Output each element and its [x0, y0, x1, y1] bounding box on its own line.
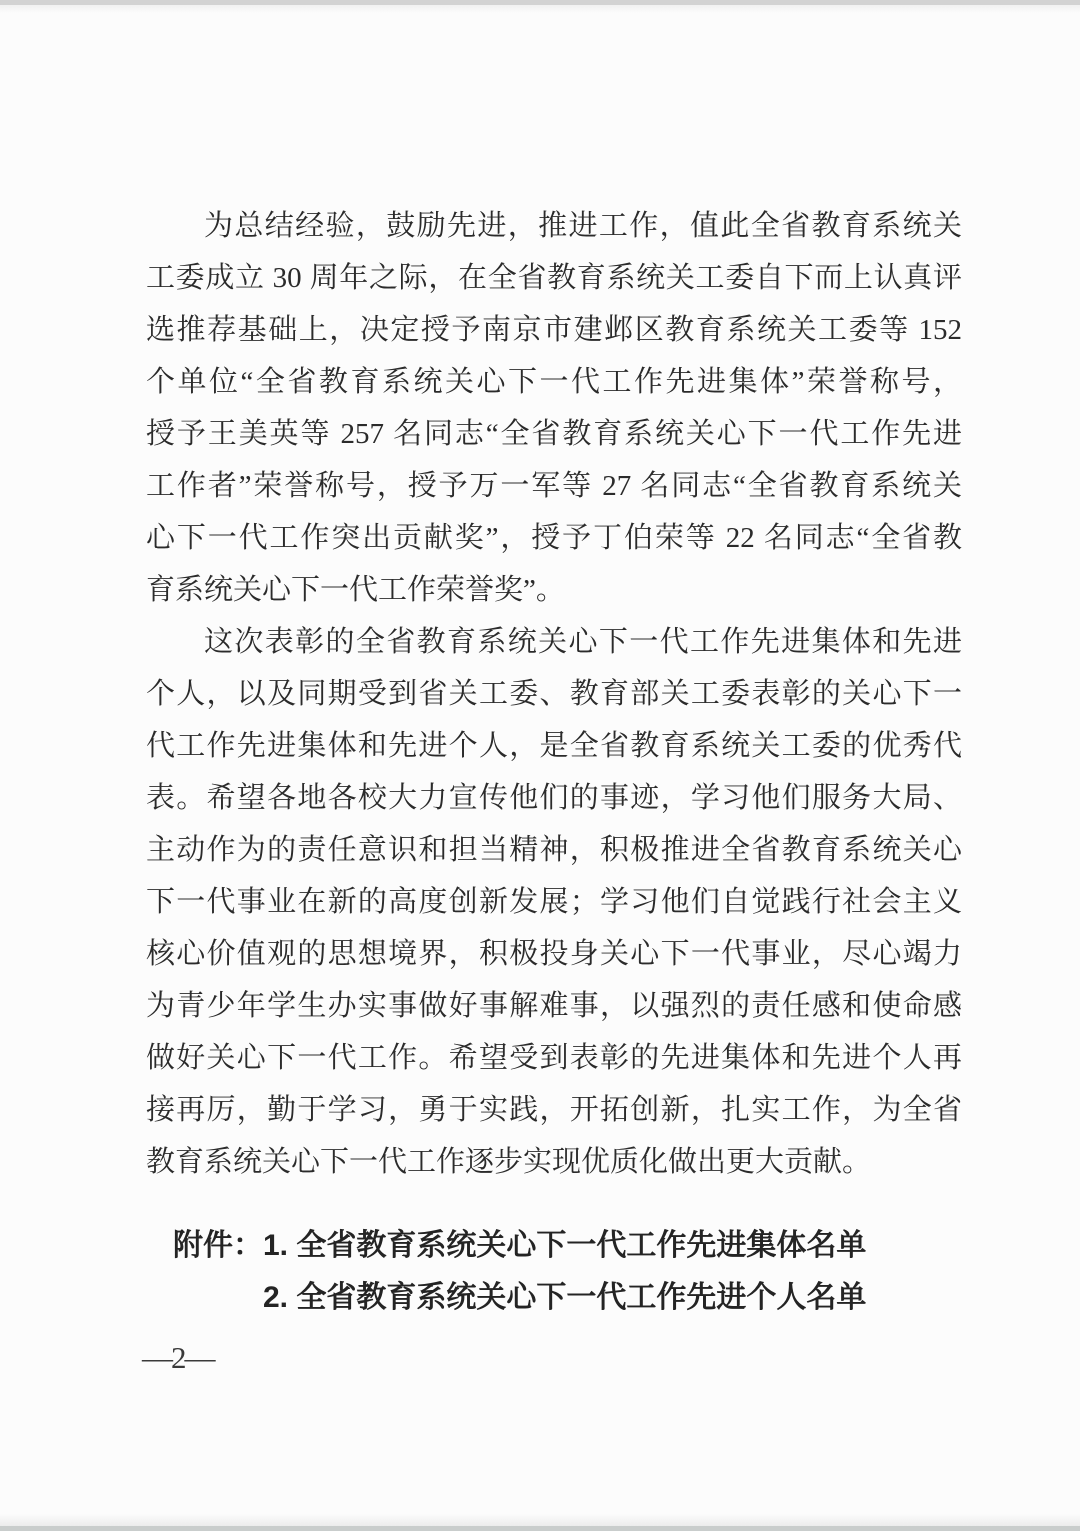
text-line: 工委成立 30 周年之际，在全省教育系统关工委自下而上认真评 — [146, 262, 962, 294]
paragraph — [146, 200, 962, 616]
text-line: 为总结经验，鼓励先进，推进工作，值此全省教育系统关 — [204, 210, 962, 242]
text-line: 表。希望各地各校大力宣传他们的事迹，学习他们服务大局、 — [146, 782, 962, 814]
text-line: 授予王美英等 257 名同志“全省教育系统关心下一代工作先进 — [146, 418, 962, 450]
attachment-items — [263, 1220, 866, 1324]
text-line: 接再厉，勤于学习，勇于实践，开拓创新，扎实工作，为全省 — [146, 1094, 962, 1126]
text-line: 工作者”荣誉称号，授予万一军等 27 名同志“全省教育系统关 — [146, 470, 962, 502]
text-line: 主动作为的责任意识和担当精神，积极推进全省教育系统关心 — [146, 834, 962, 866]
text-line: 做好关心下一代工作。希望受到表彰的先进集体和先进个人再 — [146, 1042, 962, 1074]
text-line: 育系统关心下一代工作荣誉奖”。 — [146, 574, 565, 606]
text-line: 代工作先进集体和先进个人，是全省教育系统关工委的优秀代 — [146, 730, 962, 762]
scan-fade-top — [0, 5, 1080, 13]
text-line: 个单位“全省教育系统关心下一代工作先进集体”荣誉称号， — [146, 366, 962, 398]
text-line: 为青少年学生办实事做好事解难事，以强烈的责任感和使命感 — [146, 990, 962, 1022]
text-line: 这次表彰的全省教育系统关心下一代工作先进集体和先进 — [204, 626, 962, 658]
text-line: 核心价值观的思想境界，积极投身关心下一代事业，尽心竭力 — [146, 938, 962, 970]
body-paragraphs — [146, 200, 962, 1188]
text-line: 教育系统关心下一代工作逐步实现优质化做出更大贡献。 — [146, 1146, 872, 1178]
paragraph — [146, 616, 962, 1188]
attachment-item: 1. 全省教育系统关心下一代工作先进集体名单 — [263, 1229, 867, 1262]
attachment-item: 2. 全省教育系统关心下一代工作先进个人名单 — [263, 1281, 867, 1314]
text-line: 选推荐基础上，决定授予南京市建邺区教育系统关工委等 152 — [146, 314, 962, 346]
document-body — [146, 200, 962, 1324]
text-line: 下一代事业在新的高度创新发展；学习他们自觉践行社会主义 — [146, 886, 962, 918]
scan-fade-bottom — [0, 1514, 1080, 1526]
page-number: —2— — [142, 1340, 214, 1375]
scan-edge-bottom — [0, 1526, 1080, 1531]
text-line: 个人，以及同期受到省关工委、教育部关工委表彰的关心下一 — [146, 678, 962, 710]
text-line: 心下一代工作突出贡献奖”，授予丁伯荣等 22 名同志“全省教 — [146, 522, 962, 554]
attachment-block — [146, 1220, 962, 1324]
attachment-label: 附件： — [173, 1229, 263, 1262]
